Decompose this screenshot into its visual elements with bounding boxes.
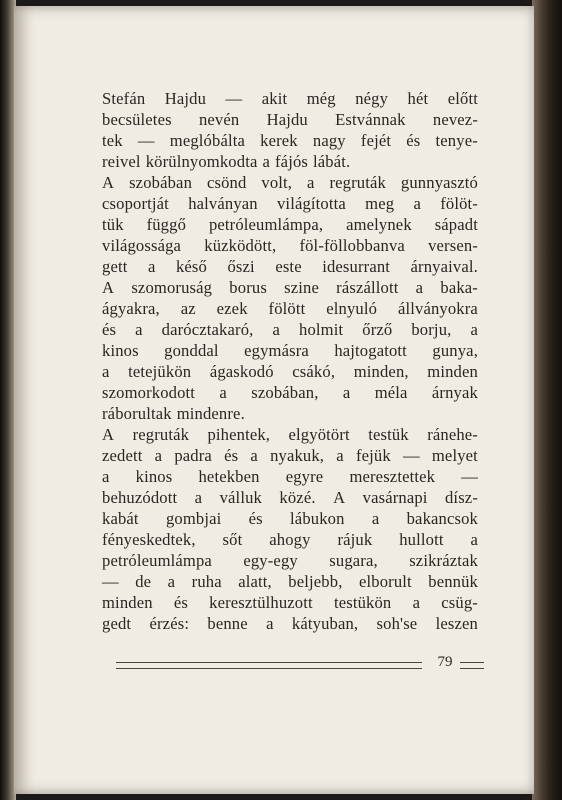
text-line: becsületes nevén Hajdu Estvánnak nevez- (102, 110, 478, 129)
text-line: ráborultak mindenre. (102, 404, 245, 423)
text-line: zedett a padra és a nyakuk, a fejük — melyet (102, 446, 478, 465)
text-line: A regruták pihentek, elgyötört testük ránehe- (102, 425, 478, 444)
text-line: ágyakra, az ezek fölött elnyuló állványokra (102, 299, 478, 318)
text-line: reivel körülnyomkodta a fájós lábát. (102, 152, 351, 171)
page-number: 79 (437, 654, 453, 670)
text-line: és a darócztakaró, a holmit őrző borju, a (102, 320, 478, 339)
text-line: kinos gonddal egymásra hajtogatott gunya, (102, 341, 478, 360)
text-line: kabát gombjai és lábukon a bakancsok (102, 509, 478, 528)
text-line: A szomoruság borus szine rászállott a baka- (102, 278, 478, 297)
page-footer (116, 654, 480, 674)
text-line: gett a késő őszi este idesurrant árnyaival. (102, 257, 478, 276)
text-line: gedt érzés: benne a kátyuban, soh'se leszen (102, 614, 478, 633)
footer-rule-left (116, 662, 422, 669)
text-line: behuzódott a válluk közé. A vasárnapi dísz- (102, 488, 478, 507)
body-text (102, 88, 478, 634)
text-line: csoportját halványan világította meg a fölöt- (102, 194, 478, 213)
text-line: — de a ruha alatt, beljebb, elborult bennük (102, 572, 478, 591)
text-line: Stefán Hajdu — akit még négy hét előtt (102, 89, 478, 108)
text-line: a tetejükön ágaskodó csákó, minden, minden (102, 362, 478, 381)
text-line: szomorkodott a szobában, a méla árnyak (102, 383, 478, 402)
book-page-edges (532, 0, 562, 800)
text-line: a kinos hetekben egyre meresztettek — (102, 467, 478, 486)
text-line: világossága küzködött, föl-föllobbanva versen- (102, 236, 478, 255)
text-line: tek — meglóbálta kerek nagy fejét és tenye- (102, 131, 478, 150)
text-line: petróleumlámpa egy-egy sugara, szikráztak (102, 551, 478, 570)
text-line: tük függő petróleumlámpa, amelynek sápadt (102, 215, 478, 234)
text-line: minden és keresztülhuzott testükön a csüg- (102, 593, 478, 612)
footer-rule-right (460, 662, 484, 669)
text-line: fényeskedtek, sőt ahogy rájuk hullott a (102, 530, 478, 549)
book-page (14, 6, 534, 794)
text-line: A szobában csönd volt, a regruták gunnyasztó (102, 173, 478, 192)
